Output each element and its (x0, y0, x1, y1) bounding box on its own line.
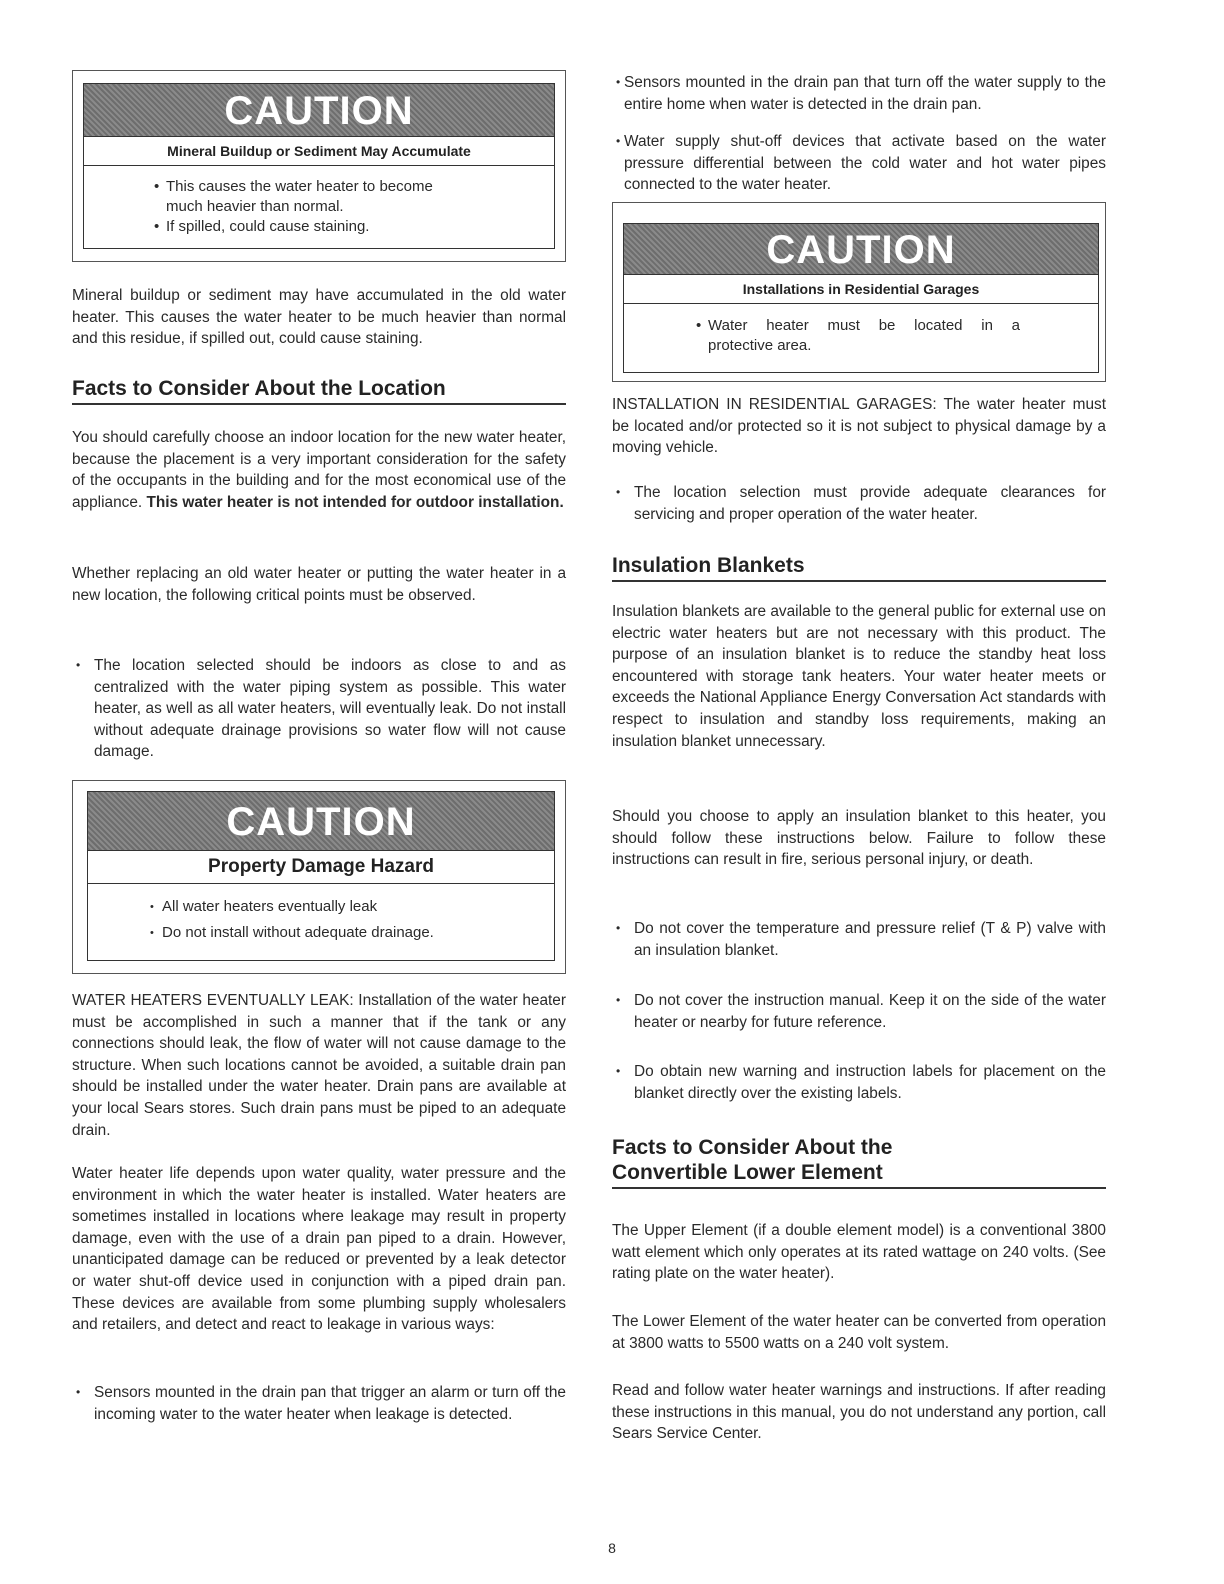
caution-subtitle: Mineral Buildup or Sediment May Accumulate (84, 136, 554, 166)
bullet-sensors-shutoff: • Sensors mounted in the drain pan that turn off the water supply to the entire home when water is detected in the drain pan. (612, 72, 1106, 115)
paragraph-leak: WATER HEATERS EVENTUALLY LEAK: Installation of the water heater must be accomplished in such a manner that if the tank or any connections should leak, the flow of water will not cause damage to the structure. When such locations cannot be avoided, a suitable drain pan should be installed under the water heater. Drain pans are available at your local Sears stores. Such drain pans must be piped to an adequate drain. (72, 992, 566, 1139)
caution-item: • Water heater must be located in a (696, 317, 1020, 334)
caution-item: • This causes the water heater to become (154, 178, 433, 195)
bullet-pressure-shutoff: • Water supply shut-off devices that activate based on the water pressure differential between the cold water and hot water pipes connected to the water heater. (612, 131, 1106, 196)
paragraph-should: Should you choose to apply an insulation blanket to this heater, you should follow these instructions below. Failure to follow these instructions can result in fire, serious personal injury, or death. (612, 808, 1106, 869)
paragraph-insulation: Insulation blankets are available to the general public for external use on electric water heaters but are not necessary with this product. The purpose of an insulation blanket is to reduce the standby heat loss encountered with storage tank heaters. Your water heater meets or exceeds the National Appliance Energy Conversation Act standards with respect to insulation and standby loss requirements, making an insulation blanket unnecessary. (612, 603, 1106, 750)
caution-subtitle: Property Damage Hazard (88, 850, 554, 884)
paragraph-choose-location: You should carefully choose an indoor location for the new water heater, because the placement is a very important consideration for the safety of the occupants in the building and for the most economical use of the appliance. This water heater is not intended for outdoor installation. (72, 429, 566, 511)
paragraph-upper-element: The Upper Element (if a double element model) is a conventional 3800 watt element which only operates at its rated wattage on 240 volts. (See rating plate on the water heater). (612, 1222, 1106, 1283)
paragraph-garages: INSTALLATION IN RESIDENTIAL GARAGES: The water heater must be located and/or protected so it is not subject to physical damage by a moving vehicle. (612, 396, 1106, 457)
paragraph-lower-element: The Lower Element of the water heater can be converted from operation at 3800 watts to 5500 watts on a 240 volt system. (612, 1313, 1106, 1352)
caution-banner: CAUTION (88, 792, 554, 850)
caution-item-continued: protective area. (708, 337, 812, 354)
bullet-clearances: • The location selection must provide adequate clearances for servicing and proper operation of the water heater. (612, 482, 1106, 525)
heading-location: Facts to Consider About the Location (72, 376, 566, 405)
caution-box-mineral (72, 70, 566, 262)
bullet-labels: • Do obtain new warning and instruction labels for placement on the blanket directly over the existing labels. (612, 1061, 1106, 1104)
heading-convertible: Facts to Consider About the Convertible Lower Element (612, 1135, 1106, 1189)
caution-item: • Do not install without adequate drainage. (150, 924, 434, 941)
caution-banner: CAUTION (84, 84, 554, 136)
paragraph-whether: Whether replacing an old water heater or putting the water heater in a new location, the following critical points must be observed. (72, 565, 566, 604)
caution-banner: CAUTION (624, 224, 1098, 274)
caution-box-garages (612, 202, 1106, 382)
page-number: 8 (608, 1540, 616, 1556)
outdoor-warning: This water heater is not intended for outdoor installation. (146, 493, 564, 511)
bullet-location: • The location selected should be indoors as close to and as centralized with the water piping system as possible. This water heater, as well as all water heaters, will eventually leak. Do not install without adequate drainage provisions so water flow will not cause damage. (72, 655, 566, 763)
caution-box-property-damage (72, 780, 566, 974)
caution-item-continued: much heavier than normal. (166, 198, 344, 215)
bullet-tp-valve: • Do not cover the temperature and pressure relief (T & P) valve with an insulation blanket. (612, 918, 1106, 961)
caution-subtitle: Installations in Residential Garages (624, 274, 1098, 304)
bullet-sensors-alarm: • Sensors mounted in the drain pan that trigger an alarm or turn off the incoming water to the water heater when leakage is detected. (72, 1382, 566, 1425)
heading-insulation: Insulation Blankets (612, 553, 1106, 582)
paragraph-read-follow: Read and follow water heater warnings and instructions. If after reading these instructions in this manual, you do not understand any portion, call Sears Service Center. (612, 1382, 1106, 1443)
bullet-manual: • Do not cover the instruction manual. Keep it on the side of the water heater or nearby for future reference. (612, 990, 1106, 1033)
paragraph-life: Water heater life depends upon water quality, water pressure and the environment in which the water heater is installed. Water heaters are sometimes installed in locations where leakage may result in property damage, even with the use of a drain pan piped to a drain. However, unanticipated damage can be reduced or prevented by a leak detector or water shut-off device used in conjunction with a piped drain pan. These devices are available from some plumbing supply wholesalers and retailers, and detect and react to leakage in various ways: (72, 1165, 566, 1334)
caution-item: • If spilled, could cause staining. (154, 218, 370, 235)
paragraph-mineral: Mineral buildup or sediment may have accumulated in the old water heater. This causes the water heater to be much heavier than normal and this residue, if spilled out, could cause staining. (72, 287, 566, 348)
caution-item: • All water heaters eventually leak (150, 898, 378, 915)
